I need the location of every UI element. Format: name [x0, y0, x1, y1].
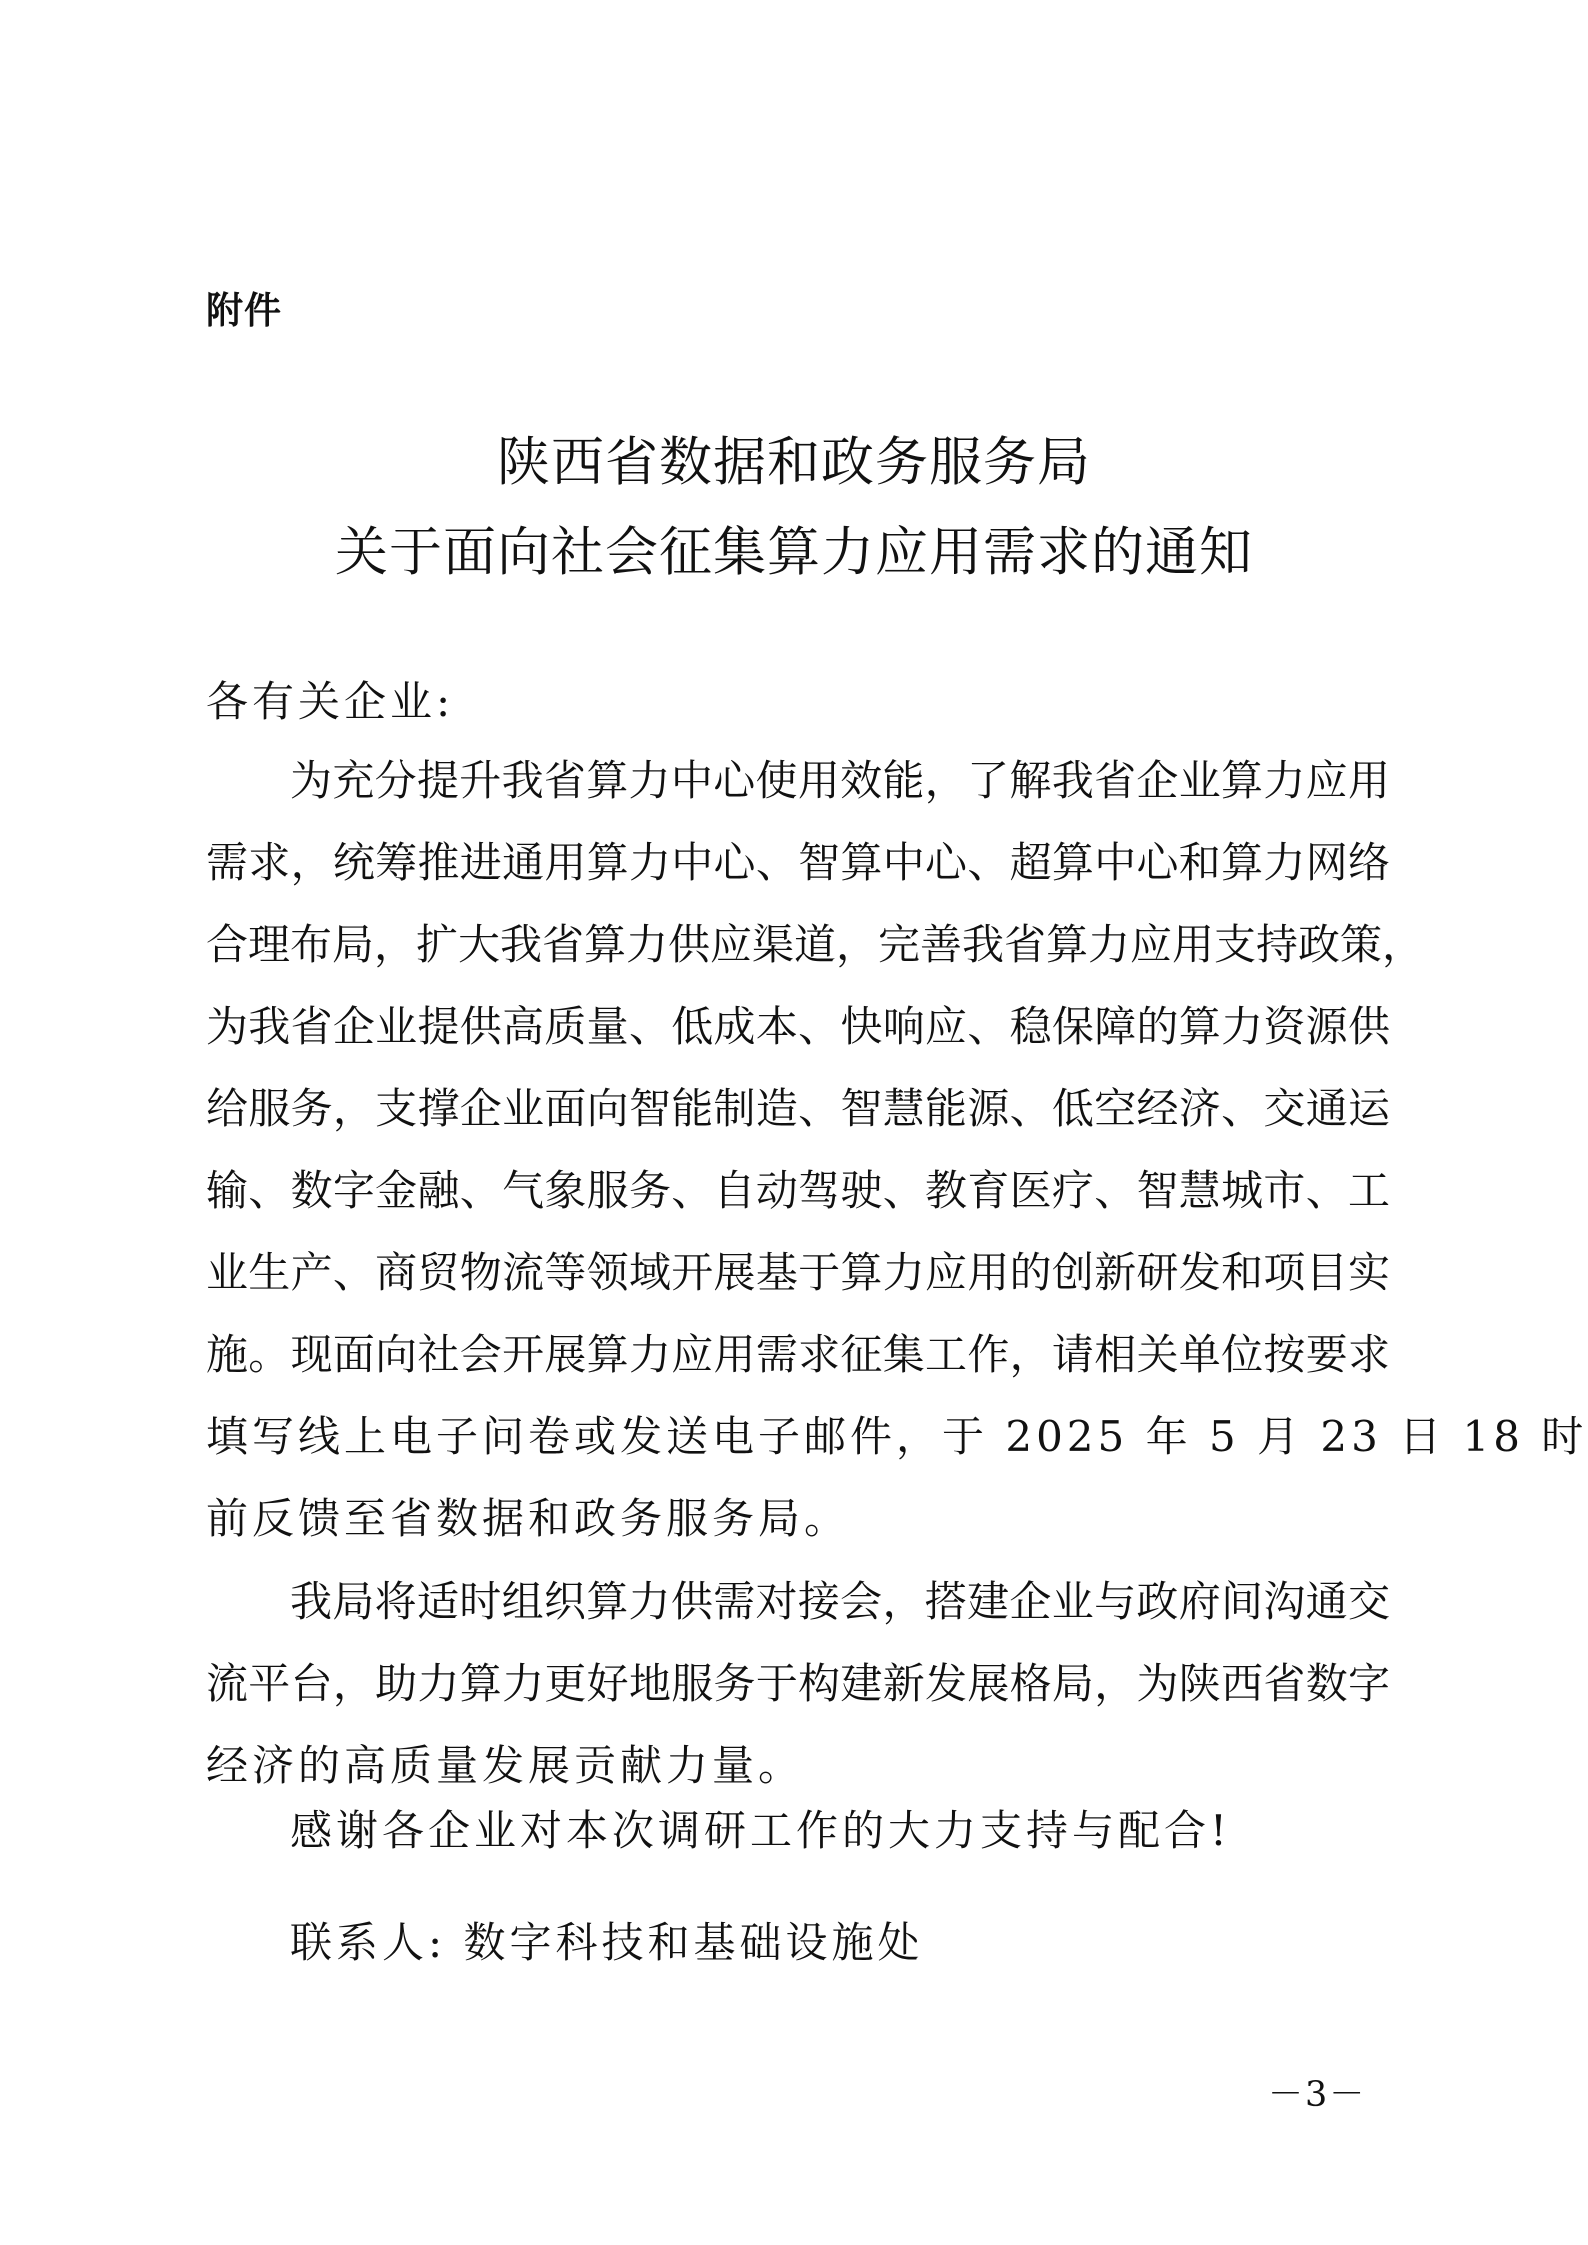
paragraph-line: 给服务，支撑企业面向智能制造、智慧能源、低空经济、交通运 — [206, 1084, 1390, 1133]
contact-line: 联系人: 数字科技和基础设施处 — [290, 1918, 924, 1967]
paragraph-line: 填写线上电子问卷或发送电子邮件，于 2025 年 5 月 23 日 18 时 — [206, 1412, 1588, 1461]
salutation: 各有关企业: — [206, 677, 455, 726]
paragraph-line: 前反馈至省数据和政务服务局。 — [206, 1494, 851, 1543]
paragraph-3 — [206, 1790, 1390, 1872]
paragraph-line: 为我省企业提供高质量、低成本、快响应、稳保障的算力资源供 — [206, 1002, 1390, 1051]
paragraph-line: 业生产、商贸物流等领域开展基于算力应用的创新研发和项目实 — [206, 1248, 1390, 1297]
paragraph-line: 输、数字金融、气象服务、自动驾驶、教育医疗、智慧城市、工 — [206, 1166, 1390, 1215]
paragraph-line: 需求，统筹推进通用算力中心、智算中心、超算中心和算力网络 — [206, 838, 1390, 887]
paragraph-line: 经济的高质量发展贡献力量。 — [206, 1741, 805, 1790]
document-title — [200, 418, 1388, 598]
page-number: －3－ — [1268, 2075, 1367, 2115]
paragraph-line: 感谢各企业对本次调研工作的大力支持与配合! — [290, 1806, 1231, 1855]
title-line-2: 关于面向社会征集算力应用需求的通知 — [335, 522, 1253, 583]
paragraph-line: 我局将适时组织算力供需对接会，搭建企业与政府间沟通交 — [290, 1577, 1390, 1626]
paragraph-line: 为充分提升我省算力中心使用效能，了解我省企业算力应用 — [290, 756, 1390, 805]
attachment-label: 附件 — [206, 289, 282, 332]
paragraph-line: 流平台，助力算力更好地服务于构建新发展格局，为陕西省数字 — [206, 1659, 1390, 1708]
paragraph-2 — [206, 1561, 1390, 1807]
paragraph-line: 施。现面向社会开展算力应用需求征集工作，请相关单位按要求 — [206, 1330, 1390, 1379]
paragraph-1 — [206, 740, 1588, 1560]
paragraph-line: 合理布局，扩大我省算力供应渠道，完善我省算力应用支持政策， — [206, 920, 1425, 969]
title-line-1: 陕西省数据和政务服务局 — [497, 432, 1091, 493]
